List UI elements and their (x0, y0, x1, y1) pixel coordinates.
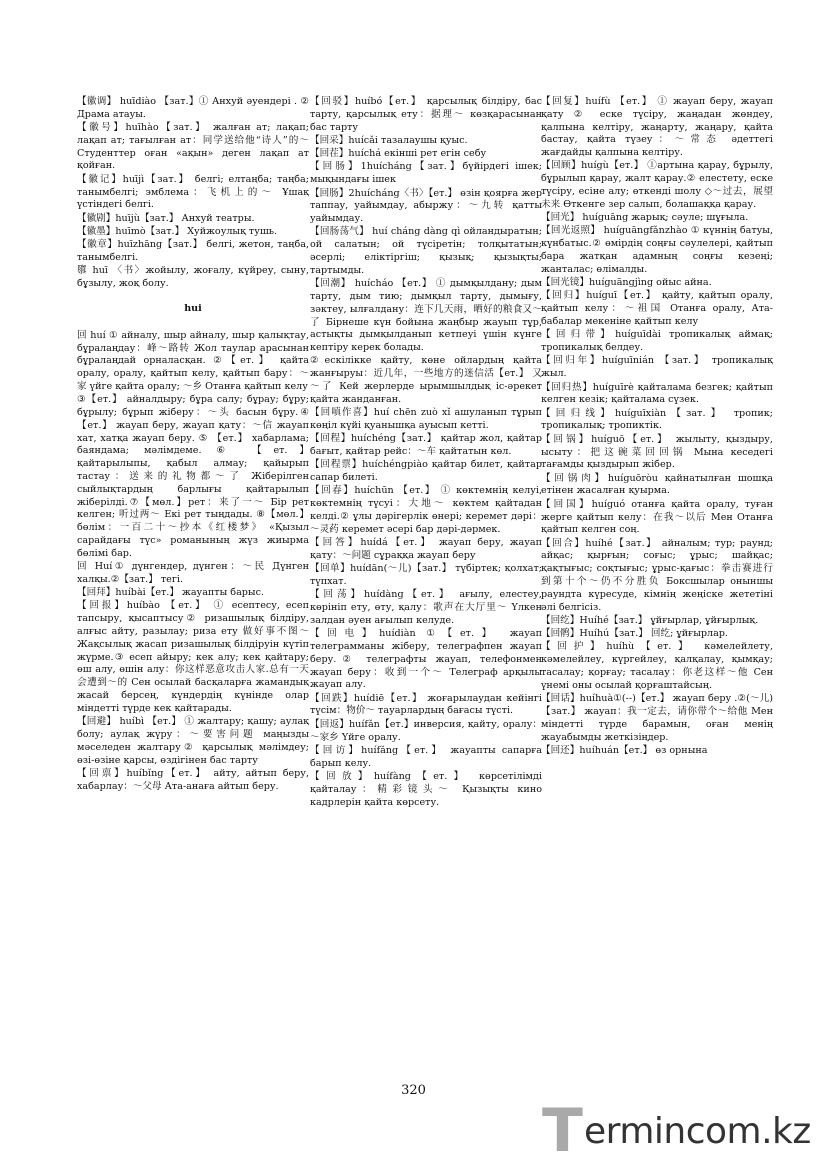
dictionary-entry: 【回答】huídá【ет.】 жауап беру, жауап қату：～问题 сұраққа жауап беру (310, 537, 542, 561)
dictionary-entry: 【回合】huíhé【зат.】 айналым; тур; раунд; айқас; қырғын; соғыс; ұрыс; шайқас; қақтығыс; соқтығыс; ұрыс-қағыс：拳击赛进行到第十个～仍不分胜负 Боксшылар оныншы раундта күресуде, кімнің жеңіске жететіні әлі белгісіз. (541, 537, 773, 613)
dictionary-entry: 【回报】huíbào 【ет.】 ① есептесу, есеп тапсыру, қысаптысу② ризашылық білдіру, алғыс айту, разылау; риза ету 做好事不图～ Жақсылық жасап ризашылық білдіруін күтіп жүрме.③ есеп айыру; кек алу; кек қайтару; өш алу, өшін алу：你这样恶意攻击人家.总有一天会遭到～的 Сен осылай басқаларға жамандық жасай берсең, күндердің күнінде олар міндетті түрде кек қайтарады. (77, 600, 309, 714)
logo-text: ermincom.kz (584, 1111, 811, 1152)
dictionary-entry: ②ескілікке қайту, көне ойлардың қайта жанғыруы：近几年，一些地方的迷信活【ет.】 又～了 Кей жерлерде ырымшылдық іс-әрекет қайта жанданған. (310, 355, 542, 405)
dictionary-entry: 【回嗔作喜】huí chēn zuò xǐ ашуланып тұрып көңіл күйі қуанышқа ауысып кетті. (310, 407, 542, 431)
logo-mark: T (542, 1096, 583, 1166)
dictionary-entry: 【回纥】Huíhé【зат.】 ұйғырлар, ұйғырлық. (541, 614, 759, 626)
dictionary-entry: 【回春】huíchūn 【ет.】 ① көктемнің келуі, көктемнің түсуі：大地～ көктем қайтадан келді.② ұлы дәрігерлік өнері; керемет дәрі：～灵药 керемет әсері бар дәрі-дәрмек. (310, 485, 542, 535)
dictionary-entry: 【徽墨】huīmò【зат.】 Хуйжоулық тушь. (77, 225, 278, 237)
dictionary-entry: 隳 huī 〈书〉жойылу, жоғалу, күйреу, сыну, бұзылу, жоқ болу. (77, 265, 309, 290)
dictionary-entry: 【回禀】huíbǐng【ет.】 айту, айтып беру, хабарлау：～父母 Ата-анаға айтып беру. (77, 767, 309, 792)
dictionary-entry: 【徽调】 huīdiào 【зат.】① Анхуй әуендері . ② Драма атауы. (77, 96, 309, 120)
dictionary-entry: 【回茬】huíchá екінші рет егін себу (310, 148, 487, 160)
dictionary-entry: 【回程票】huíchéngpiào қайтар билет, қайтар сапар билеті. (310, 459, 542, 484)
dictionary-entry: 【回归】huíguī【ет.】 қайту, қайтып оралу, қайтып келу：～祖国 Отанға оралу, Ата-бабалар мекеніне қайтып келу (541, 290, 773, 328)
dictionary-entry: 【回肠荡气】 huí cháng dàng qì ойландыратын; ой салатын; ой түсіретін; толқытатын; әсерлі; еліктіргіш; қызық; қызықты; тартымды. (310, 226, 542, 276)
dictionary-entry: 【回鹘】Huíhú【зат.】 回纥; ұйғырлар. (541, 628, 728, 640)
dictionary-entry: 【回肠】2huícháng〈书〉【ет.】 өзін қоярға жер таппау, уайымдау, абыржу：～九转 қатты уайымдау. (310, 187, 542, 225)
dictionary-entry: 【回还】huíhuán【ет.】 өз орнына (541, 744, 708, 756)
dictionary-entry: 【回光】 huíguāng жарық; сәуле; шұғыла. (541, 212, 749, 224)
dictionary-entry: 【回程】huíchéng【зат.】 қайтар жол, қайтар бағыт, қайтар рейс：～车 қайтатын көл. (310, 433, 542, 458)
dictionary-entry: 【回顾】huígù【ет.】 ①артына қарау, бұрылу, бұрылып қарау, жалт қарау.② елестету, еске түсіру, есіне алу; өткенді шолу ◇～过去，展望未来 Өткенге зер салып, болашаққа қарау. (541, 160, 773, 210)
dictionary-entry: 【回驳】huíbó【ет.】 қарсылық білдіру, бас тарту, қарсылық ету：据理～ көзқарасынан бас тарту (310, 96, 542, 133)
dictionary-entry: 【回锅肉】huíguōròu қайнатылған шошқа етінен жасалған қуырма. (541, 472, 773, 497)
dictionary-entry: 【回单】huídān(～儿)【зат.】 түбіртек; қолхат; түпхат. (310, 563, 542, 587)
dictionary-entry: 【回归年】huíguīnián 【зат.】 тропикалық жыл. (541, 355, 773, 380)
termincom-logo[interactable] (540, 1096, 820, 1166)
section-heading: hui (184, 302, 202, 314)
column-1 (77, 96, 309, 794)
dictionary-entry: 【回电】huídiàn ①【ет.】 жауап телеграмманы жіберу, телеграфпен жауап беру.② телеграфты жауап, телефонмен жауап беру：收到一个～ Телеграф арқылы жауап алу. (310, 628, 542, 691)
dictionary-entry: 【回潮】 huícháo 【ет.】 ① дымқылдану; дым тарту, дым тию; дымқыл тарту, дымығу, зәктеу, ылғалдану：连下几天雨，晒好的粮食又～了 Бірнеше күн бойына жаңбыр жауып тұр, астықты дымқылданып кетпеуі үшін күнге кептіру керек болады. (310, 278, 542, 354)
dictionary-entry: 【徽号】huīhào【зат.】 жалған ат; лақап; лақап ат; тағылған ат：同学送给他“诗人”的～ Студенттер оған «ақын» деген лақап ат қойған. (77, 122, 309, 172)
dictionary-entry: 【回放】huífàng【ет.】 көрсетілімді қайталау：精彩镜头～ Қызықты кино кадрлерін қайта көрсету. (310, 770, 542, 808)
dictionary-entry: 【回归热】huíguīrè қайталама безгек; қайтып келген кезік; қайталама сүзек. (541, 381, 773, 406)
dictionary-entry: 【回返】huífǎn【ет.】инверсия, қайту, оралу：～家乡 Үйге оралу. (310, 718, 542, 743)
dictionary-entry: 回 Huí① дүнгендер, дүнген：～民 Дүнген халқы.②【зат.】 тегі. (77, 561, 309, 585)
dictionary-entry: 【回国】huíguó отанға қайта оралу, туған жерге қайтып келу：在我～以后 Мен Отанға қайтып келген соң. (541, 498, 773, 536)
dictionary-entry: ③【ет.】 айналдыру; бұра салу; бұрау; бұру; бұрылу; бұрып жіберу：～头 басын бұру.④【ет.】 жауап беру, жауап қату：～信 жауап хат, хатқа жауап беру. ⑤ 【ет.】 хабарлама; баяндама; мәлімдеме. ⑥ 【ет.】 қайтарылыпы, қабыл алмау; қайырып тастау：送来的礼物都～了 Жіберілген сыйлықтардың барлығы қайтарылып жіберілді.⑦【мөл.】рет：来了一～ Бір рет келген; 听过两～ Екі рет тыңдады. ⑧【мөл.】бөлім：一百二十～抄本《红楼梦》 «Қызыл сарайдағы түс» романының жүз жиырма бөлімі бар. (77, 394, 309, 559)
dictionary-entry: 【回锅】huíguō【ет.】 жылыту, қыздыру, ысыту：把这碗菜回回锅 Мына кеседегі тағамды қыздырып жібер. (541, 433, 773, 471)
dictionary-entry: 【回光返照】 huíguāngfǎnzhào ① күннің батуы, күнбатыс.② өмірдің соңғы сәулелері, қайтып бара жатқан адамның соңғы кезеңі; жанталас; өлімалды. (541, 225, 773, 275)
dictionary-entry: 【徽记】huījì【зат.】 белгі; елтаңба; таңба; танымбелгі; эмблема：飞机上的～ Ұшақ үстіндегі белгі. (77, 173, 309, 211)
dictionary-entry: 【徽剧】huījù【зат.】 Анхуй театры. (77, 212, 255, 224)
dictionary-entry: 回 huí ① айналу, шыр айналу, шыр қалықтау, бұралаңдау：峰～路转 Жол таулар арасынан бұралаңдай орналасқан. ②【ет.】 қайта оралу, оралу, қайтып келу, қайтып бару：～家 үйге қайта оралу; ～乡 Отанға қайтып келу (77, 329, 309, 392)
dictionary-entry: 【回访】huífǎng【ет.】 жауапты сапарға барып келу. (310, 744, 542, 769)
dictionary-entry: 【回避】 huíbì 【ет.】 ① жалтару; қашу; аулақ болу; аулақ жүру：～要害问题 маңызды мәселеден жалтару② қарсылық мәлімдеу; өзі-өзіне қарсы, өздігінен бас тарту (77, 716, 309, 766)
dictionary-entry: 【回光镜】huíguāngjìng ойыс айна. (541, 277, 712, 289)
column-2 (310, 96, 542, 810)
dictionary-entry: 【徽章】huīzhāng【зат.】 белгі, жетон, таңба, танымбелгі. (77, 239, 309, 264)
dictionary-entry: 【回肠】1huícháng【зат.】бүйірдегі ішек; мықындағы ішек (310, 161, 542, 186)
dictionary-entry: 【回归线】huíguīxiàn【зат.】 тропик; тропикалық; тропиктік. (541, 407, 773, 432)
dictionary-entry: 【回归带】huíguīdài тропикалық аймақ; тропикалық белдеу. (541, 329, 773, 354)
dictionary-entry: 【回话】huíhuà①(--)【ет.】 жауап беру .②(～儿)【зат.】 жауап：我一定去，请你带个～给他 Мен міндетті түрде барамын, оған менің жауабымды жеткізіңдер. (541, 693, 773, 743)
page-number: 320 (401, 1083, 426, 1098)
column-3 (541, 96, 773, 758)
dictionary-entry: 【回复】huífù 【ет.】 ① жауап беру, жауап қату ② еске түсіру, жаңадан жөндеу, қалпына келтіру, жаңарту, жаңару, қайта бастау, қайта түзеу：～常态 әдеттегі жағдайды қалпына келтіру. (541, 96, 773, 159)
dictionary-entry: 【回拜】huíbài【ет.】 жауапты барыс. (77, 587, 264, 599)
dictionary-entry: 【回跌】huídiē【ет.】 жоғарылаудан кейінгі түсім：物价～ тауарлардың бағасы түсті. (310, 692, 542, 717)
dictionary-entry: 【回护】huíhù【ет.】 кәмелейлету, кәмелейлеу, күргейлеу, қалқалау, қымқау; тасалау; қорғау; тасалау：你老这样～他 Сен үнемі оны осылай қорғаштайсың. (541, 641, 773, 691)
dictionary-entry: 【回采】huícǎi тазалаушы қуыс. (310, 134, 468, 146)
dictionary-entry: 【回荡】huídàng【ет.】 ағылу, елестеу, көрініп ету, өту, қалу：歌声在大厅里～ Үлкен залдан әуен ағылып келуде. (310, 589, 542, 626)
